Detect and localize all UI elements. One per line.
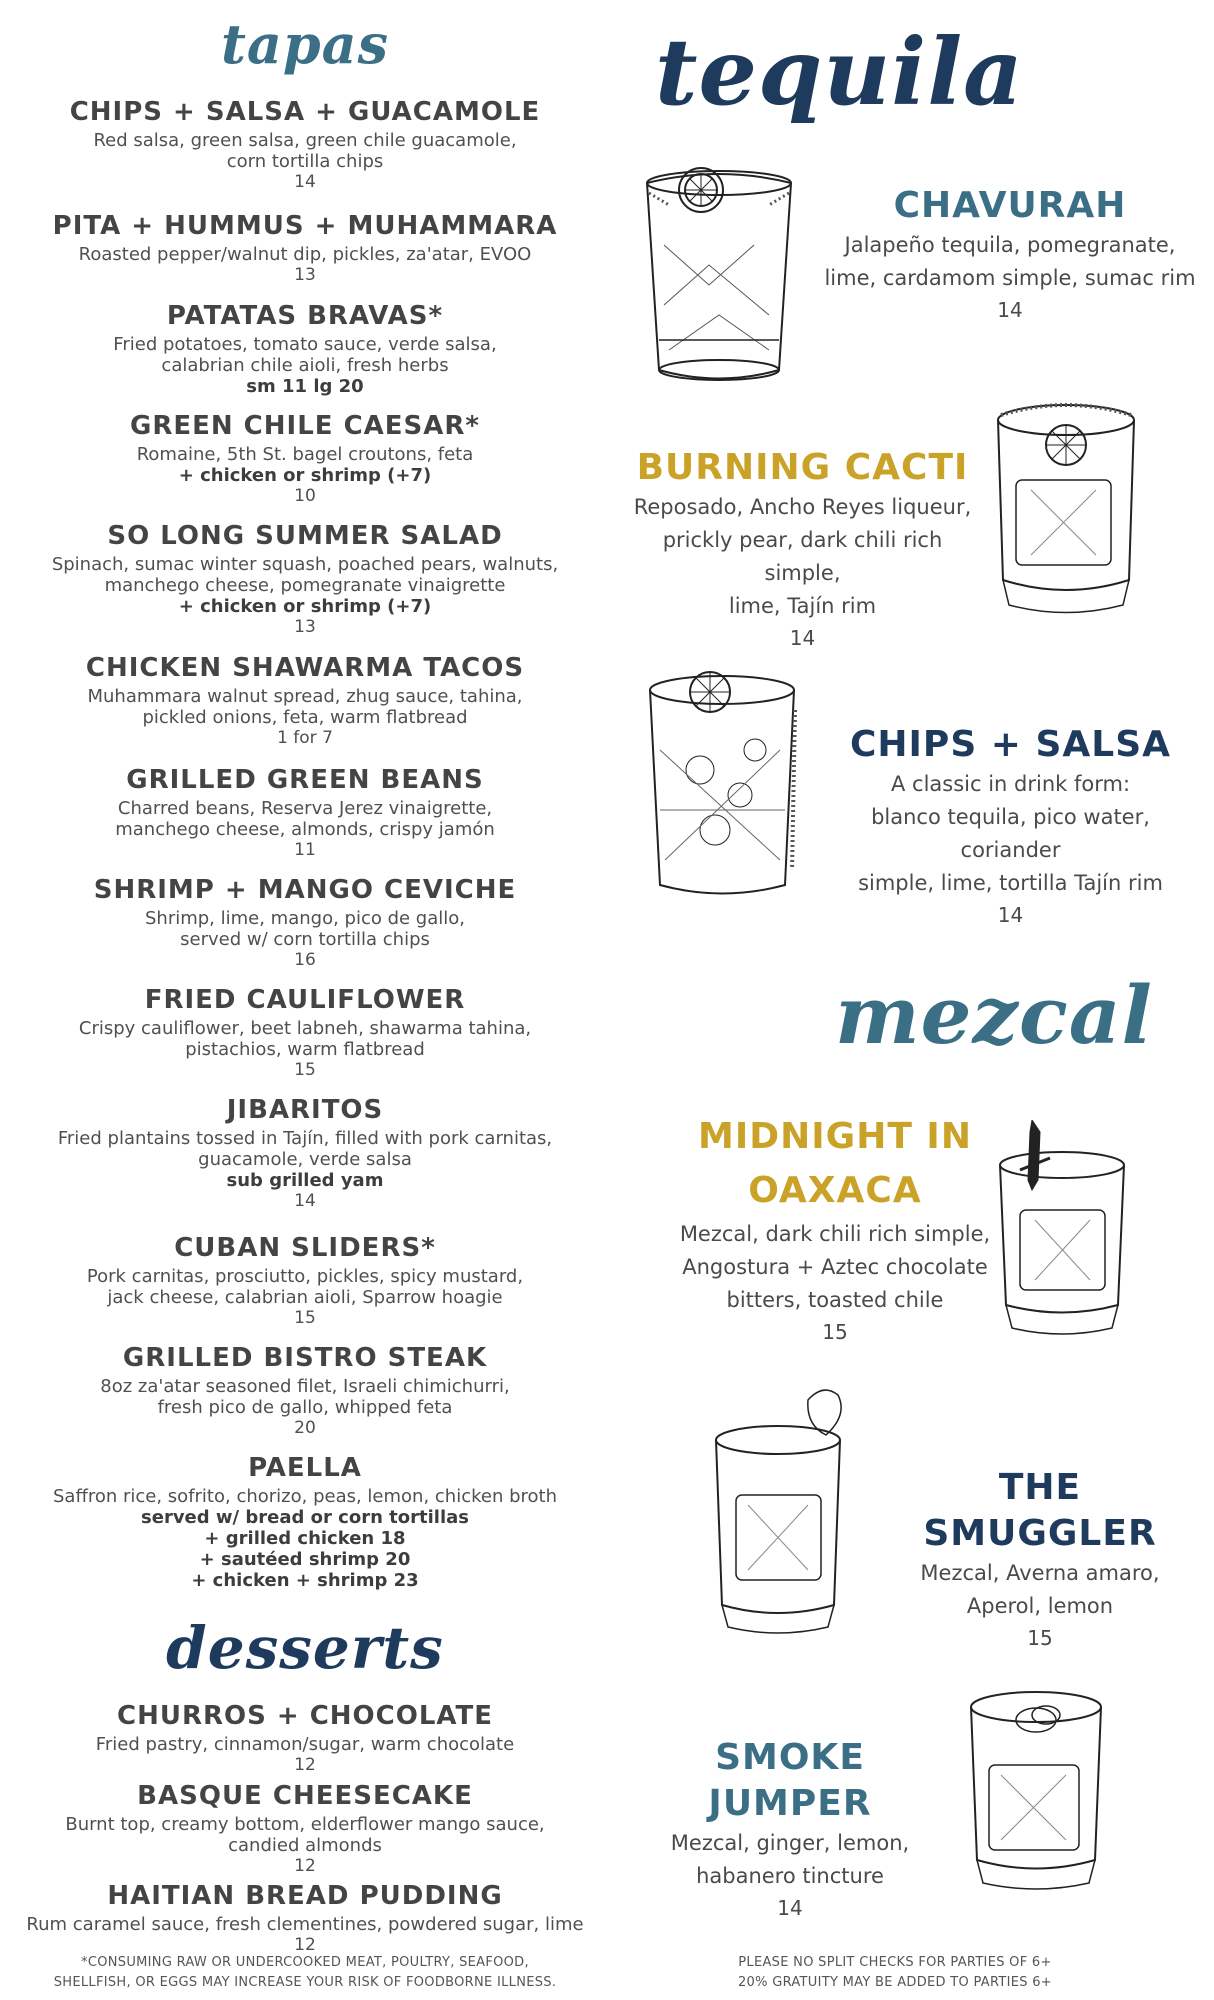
drink-price: 15 <box>1027 1626 1053 1650</box>
cocktail-glass-illustration <box>708 1385 868 1640</box>
item-description: Red salsa, green salsa, green chile guacamole, <box>93 130 517 151</box>
drink-name: CHIPS + SALSA <box>849 724 1171 765</box>
item-name: GRILLED BISTRO STEAK <box>122 1343 488 1373</box>
food-safety-notice <box>0 1953 610 1993</box>
item-option: + chicken or shrimp (+7) <box>178 465 432 486</box>
drink-desc: Aperol, lemon <box>966 1594 1114 1618</box>
cocktail-glass-illustration <box>990 400 1142 620</box>
mezcal-heading: mezcal <box>835 968 1153 1062</box>
item-description: pickled onions, feta, warm flatbread <box>142 707 468 728</box>
tapas-heading: tapas <box>220 12 390 76</box>
menu-item <box>0 1452 610 1591</box>
item-description: guacamole, verde salsa <box>198 1149 412 1170</box>
menu-item <box>0 764 610 860</box>
drink-desc: Jalapeño tequila, pomegranate, <box>844 233 1176 257</box>
drink-desc: bitters, toasted chile <box>726 1288 944 1312</box>
drink-price: 14 <box>777 1896 803 1920</box>
item-description: 8oz za'atar seasoned filet, Israeli chimichurri, <box>100 1376 510 1397</box>
item-description: calabrian chile aioli, fresh herbs <box>161 355 449 376</box>
item-description: Fried plantains tossed in Tajín, filled with pork carnitas, <box>57 1128 553 1149</box>
drink-name: MIDNIGHT IN <box>698 1116 972 1157</box>
item-option: + chicken + shrimp 23 <box>191 1570 419 1591</box>
item-description: candied almonds <box>228 1835 382 1856</box>
tequila-heading: tequila <box>655 18 1024 126</box>
item-description: Fried potatoes, tomato sauce, verde salsa, <box>113 334 497 355</box>
item-option: sub grilled yam <box>226 1170 384 1191</box>
cocktail-glass-illustration <box>638 165 800 390</box>
drink-desc: prickly pear, dark chili rich simple, <box>662 528 943 585</box>
notice-line: SHELLFISH, OR EGGS MAY INCREASE YOUR RISK OF FOODBORNE ILLNESS. <box>53 1975 557 1990</box>
policy-line: 20% GRATUITY MAY BE ADDED TO PARTIES 6+ <box>737 1975 1053 1990</box>
drink-price: 14 <box>997 903 1024 927</box>
item-price: 10 <box>294 486 316 506</box>
item-name: JIBARITOS <box>226 1095 384 1125</box>
item-price: 14 <box>294 172 316 192</box>
item-price: 15 <box>294 1060 316 1080</box>
drink-name: SMOKE JUMPER <box>708 1737 872 1824</box>
item-name: BASQUE CHEESECAKE <box>137 1781 473 1811</box>
menu-item <box>0 520 610 637</box>
item-name: CUBAN SLIDERS* <box>174 1233 436 1263</box>
item-price: 16 <box>294 950 316 970</box>
item-description: Charred beans, Reserva Jerez vinaigrette, <box>117 798 493 819</box>
item-description: served w/ corn tortilla chips <box>180 929 430 950</box>
drink-the-smuggler <box>890 1465 1190 1653</box>
item-price: 11 <box>294 840 316 860</box>
drink-desc: A classic in drink form: <box>890 772 1131 796</box>
drink-desc: blanco tequila, pico water, coriander <box>871 805 1150 862</box>
item-description: Fried pastry, cinnamon/sugar, warm chocolate <box>95 1734 515 1755</box>
cocktail-glass-illustration <box>990 1120 1140 1340</box>
item-name: PAELLA <box>248 1453 362 1483</box>
item-description: manchego cheese, pomegranate vinaigrette <box>104 575 506 596</box>
drink-desc: habanero tincture <box>696 1864 884 1888</box>
menu-item <box>0 210 610 285</box>
desserts-heading: desserts <box>166 1614 444 1682</box>
item-name: SHRIMP + MANGO CEVICHE <box>93 875 517 905</box>
menu-item <box>0 1880 610 1955</box>
menu-item <box>0 96 610 192</box>
menu-item <box>0 874 610 970</box>
item-description: Shrimp, lime, mango, pico de gallo, <box>144 908 466 929</box>
item-description: Saffron rice, sofrito, chorizo, peas, lemon, chicken broth <box>52 1486 557 1507</box>
drink-desc: Mezcal, Averna amaro, <box>920 1561 1160 1585</box>
item-price: 20 <box>294 1418 316 1438</box>
item-price: 14 <box>294 1191 316 1211</box>
item-name: GRILLED GREEN BEANS <box>126 765 484 795</box>
drink-name: OAXACA <box>748 1170 922 1211</box>
drink-name: THE SMUGGLER <box>923 1467 1157 1554</box>
item-name: HAITIAN BREAD PUDDING <box>107 1881 503 1911</box>
item-option: + sautéed shrimp 20 <box>199 1549 411 1570</box>
item-name: SO LONG SUMMER SALAD <box>107 521 503 551</box>
menu-item <box>0 984 610 1080</box>
menu-item <box>0 1342 610 1438</box>
cocktail-glass-illustration <box>960 1685 1112 1895</box>
item-option: sm 11 lg 20 <box>246 376 364 397</box>
drink-desc: lime, Tajín rim <box>728 594 877 618</box>
item-price: 13 <box>294 617 316 637</box>
drink-price: 14 <box>997 298 1023 322</box>
item-description: fresh pico de gallo, whipped feta <box>157 1397 453 1418</box>
menu-item <box>0 1780 610 1876</box>
drink-name: BURNING CACTI <box>636 447 969 488</box>
drink-desc: simple, lime, tortilla Tajín rim <box>858 871 1163 895</box>
item-description: Crispy cauliflower, beet labneh, shawarma tahina, <box>78 1018 532 1039</box>
party-policy-notice <box>705 1953 1085 1993</box>
menu-item <box>0 652 610 748</box>
drink-name: CHAVURAH <box>893 185 1127 226</box>
item-option: + chicken or shrimp (+7) <box>178 596 432 617</box>
item-price: 12 <box>294 1755 316 1775</box>
drink-burning-cacti <box>630 445 975 653</box>
item-price: 15 <box>294 1308 316 1328</box>
item-option: served w/ bread or corn tortillas <box>141 1507 469 1528</box>
item-price: 1 for 7 <box>277 728 333 748</box>
drink-price: 14 <box>789 626 816 650</box>
drink-desc: lime, cardamom simple, sumac rim <box>824 266 1196 290</box>
item-name: PATATAS BRAVAS* <box>166 301 444 331</box>
item-description: pistachios, warm flatbread <box>185 1039 425 1060</box>
drink-chavurah <box>820 183 1200 325</box>
menu-item <box>0 1232 610 1328</box>
item-price: 13 <box>294 265 316 285</box>
drink-chips-salsa <box>818 722 1203 930</box>
item-description: Spinach, sumac winter squash, poached pears, walnuts, <box>51 554 559 575</box>
item-name: CHURROS + CHOCOLATE <box>116 1701 493 1731</box>
policy-line: PLEASE NO SPLIT CHECKS FOR PARTIES OF 6+ <box>738 1955 1052 1970</box>
item-description: Rum caramel sauce, fresh clementines, powdered sugar, lime <box>26 1914 584 1935</box>
menu-item <box>0 410 610 506</box>
item-description: manchego cheese, almonds, crispy jamón <box>115 819 495 840</box>
item-description: Pork carnitas, prosciutto, pickles, spicy mustard, <box>86 1266 524 1287</box>
item-description: jack cheese, calabrian aioli, Sparrow hoagie <box>107 1287 503 1308</box>
drink-desc: Angostura + Aztec chocolate <box>682 1255 988 1279</box>
menu-item <box>0 1094 610 1211</box>
item-name: CHICKEN SHAWARMA TACOS <box>85 653 525 683</box>
cocktail-glass-illustration <box>640 670 805 905</box>
item-name: PITA + HUMMUS + MUHAMMARA <box>52 211 558 241</box>
item-price: 12 <box>294 1856 316 1876</box>
item-description: corn tortilla chips <box>226 151 384 172</box>
item-name: CHIPS + SALSA + GUACAMOLE <box>69 97 541 127</box>
menu-item <box>0 1700 610 1775</box>
menu-item <box>0 300 610 397</box>
item-price: 12 <box>294 1935 316 1955</box>
drink-smoke-jumper <box>640 1735 940 1923</box>
item-description: Roasted pepper/walnut dip, pickles, za'atar, EVOO <box>78 244 532 265</box>
drink-price: 15 <box>822 1320 848 1344</box>
item-option: + grilled chicken 18 <box>204 1528 406 1549</box>
notice-line: *CONSUMING RAW OR UNDERCOOKED MEAT, POULTRY, SEAFOOD, <box>81 1955 529 1970</box>
drink-desc: Reposado, Ancho Reyes liqueur, <box>633 495 972 519</box>
drink-desc: Mezcal, dark chili rich simple, <box>679 1222 991 1246</box>
drink-midnight-in-oaxaca <box>670 1110 1000 1347</box>
drink-desc: Mezcal, ginger, lemon, <box>670 1831 910 1855</box>
item-description: Muhammara walnut spread, zhug sauce, tahina, <box>87 686 523 707</box>
item-description: Romaine, 5th St. bagel croutons, feta <box>136 444 474 465</box>
item-name: GREEN CHILE CAESAR* <box>129 411 481 441</box>
item-name: FRIED CAULIFLOWER <box>144 985 466 1015</box>
item-description: Burnt top, creamy bottom, elderflower mango sauce, <box>65 1814 545 1835</box>
